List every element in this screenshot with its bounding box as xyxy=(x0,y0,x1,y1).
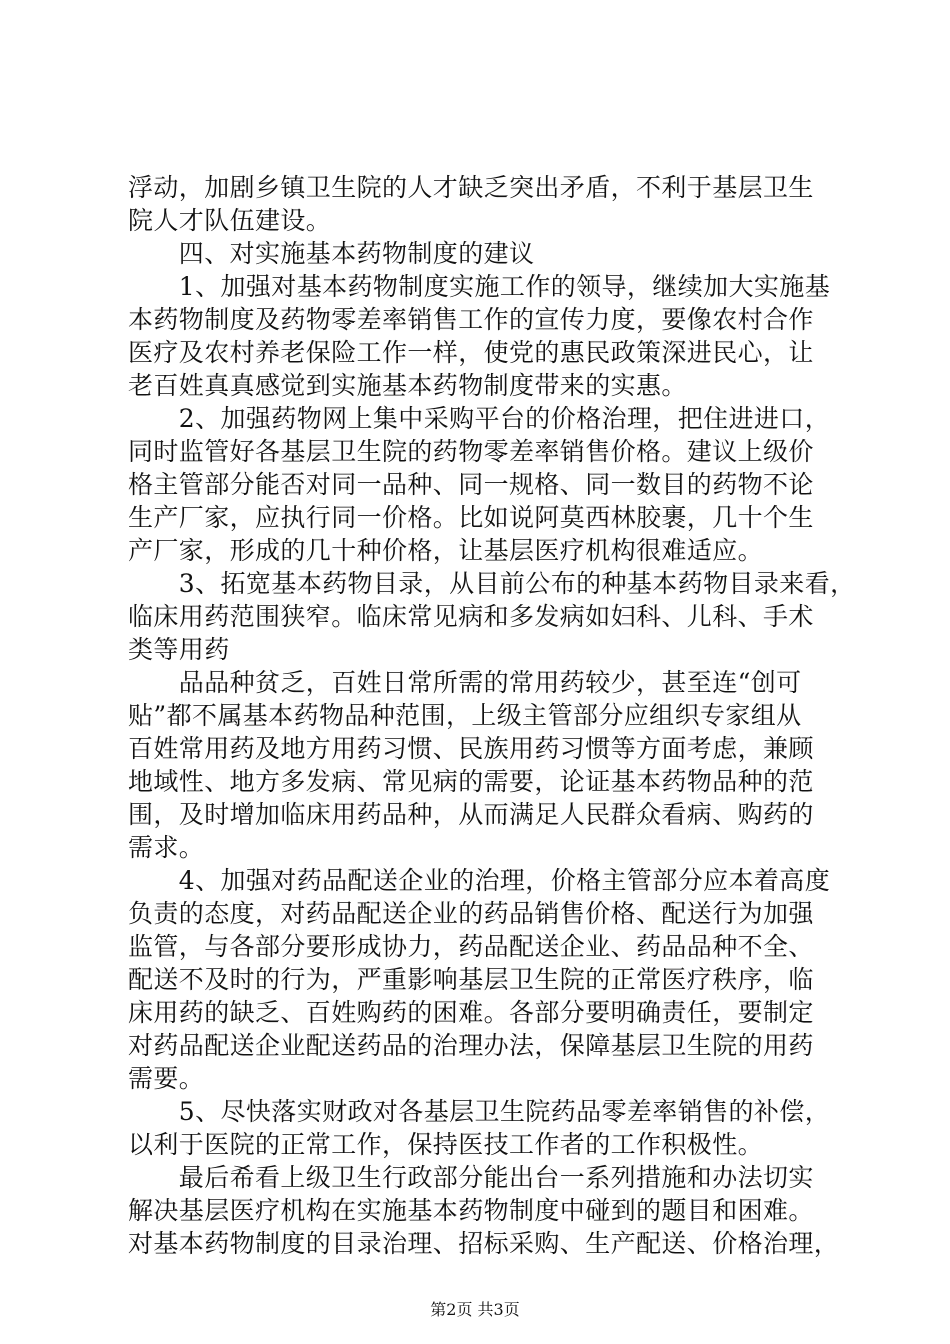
text-line: 本药物制度及药物零差率销售工作的宣传力度，要像农村合作 xyxy=(128,305,814,334)
text-line: 负责的态度，对药品配送企业的药品销售价格、配送行为加强 xyxy=(128,899,814,928)
text-line: 对基本药物制度的目录治理、招标采购、生产配送、价格治理， xyxy=(128,1229,840,1258)
text-line: 生产厂家，应执行同一价格。比如说阿莫西林胶裹，几十个生 xyxy=(128,503,814,532)
text-line: 贴”都不属基本药物品种范围，上级主管部分应组织专家组从 xyxy=(128,701,802,730)
text-line: 百姓常用药及地方用药习惯、民族用药习惯等方面考虑，兼顾 xyxy=(128,734,814,763)
section-heading: 四、对实施基本药物制度的建议 xyxy=(128,239,535,268)
text-line: 5、尽快落实财政对各基层卫生院药品零差率销售的补偿， xyxy=(128,1097,831,1126)
text-line: 4、加强对药品配送企业的治理，价格主管部分应本着高度 xyxy=(128,866,831,895)
text-line: 解决基层医疗机构在实施基本药物制度中碰到的题目和困难。 xyxy=(128,1196,814,1225)
text-line: 地域性、地方多发病、常见病的需要，论证基本药物品种的范 xyxy=(128,767,814,796)
text-line: 2、加强药物网上集中采购平台的价格治理，把住进进口， xyxy=(128,404,831,433)
text-line: 临床用药范围狭窄。临床常见病和多发病如妇科、儿科、手术 xyxy=(128,602,814,631)
text-line: 床用药的缺乏、百姓购药的困难。各部分要明确责任，要制定 xyxy=(128,998,814,1027)
page-footer: 第2页 共3页 xyxy=(430,1300,520,1319)
text-line: 围，及时增加临床用药品种，从而满足人民群众看病、购药的 xyxy=(128,800,814,829)
text-line: 院人才队伍建设。 xyxy=(128,206,332,235)
text-line: 对药品配送企业配送药品的治理办法，保障基层卫生院的用药 xyxy=(128,1031,814,1060)
text-line: 最后希看上级卫生行政部分能出台一系列措施和办法切实 xyxy=(128,1163,814,1192)
text-line: 浮动，加剧乡镇卫生院的人才缺乏突出矛盾，不利于基层卫生 xyxy=(128,173,814,202)
text-line: 医疗及农村养老保险工作一样，使党的惠民政策深进民心，让 xyxy=(128,338,814,367)
text-line: 同时监管好各基层卫生院的药物零差率销售价格。建议上级价 xyxy=(128,437,814,466)
text-line: 以利于医院的正常工作，保持医技工作者的工作积极性。 xyxy=(128,1130,764,1159)
text-line: 需要。 xyxy=(128,1064,205,1093)
text-line: 监管，与各部分要形成协力，药品配送企业、药品品种不全、 xyxy=(128,932,814,961)
text-line: 3、拓宽基本药物目录，从目前公布的种基本药物目录来看， xyxy=(128,569,856,598)
text-line: 格主管部分能否对同一品种、同一规格、同一数目的药物不论 xyxy=(128,470,814,499)
text-line: 类等用药 xyxy=(128,635,230,664)
text-line: 品品种贫乏，百姓日常所需的常用药较少，甚至连“创可 xyxy=(128,668,802,697)
text-line: 配送不及时的行为，严重影响基层卫生院的正常医疗秩序，临 xyxy=(128,965,814,994)
text-line: 需求。 xyxy=(128,833,205,862)
text-line: 老百姓真真感觉到实施基本药物制度带来的实惠。 xyxy=(128,371,687,400)
text-line: 产厂家，形成的几十种价格，让基层医疗机构很难适应。 xyxy=(128,536,764,565)
text-line: 1、加强对基本药物制度实施工作的领导，继续加大实施基 xyxy=(128,272,831,301)
